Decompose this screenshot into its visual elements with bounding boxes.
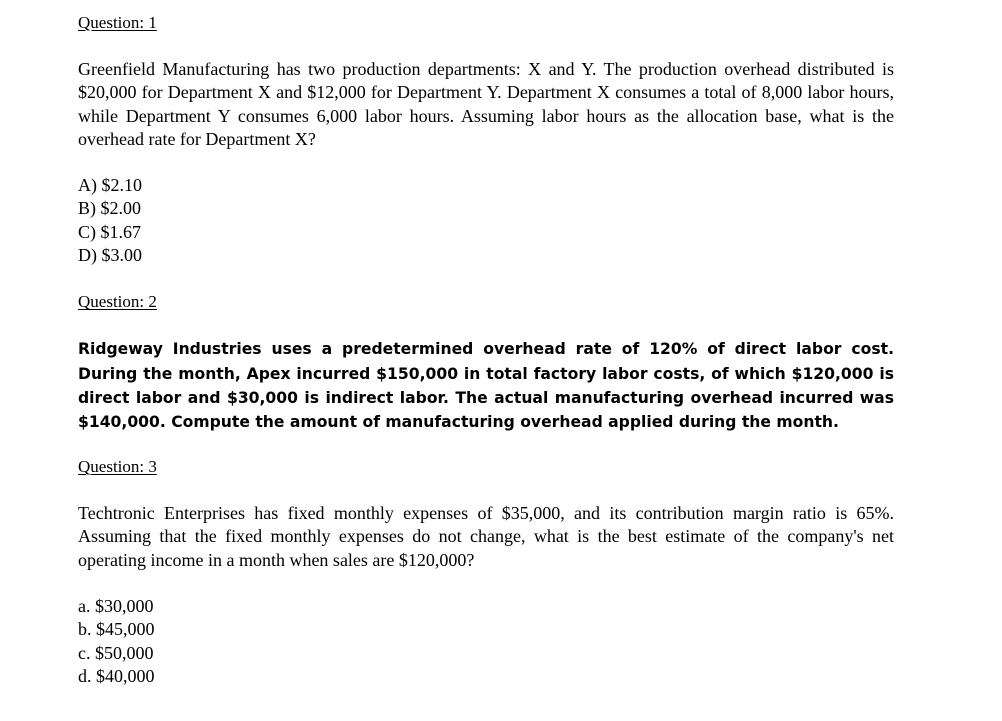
question-2-text: Ridgeway Industries uses a predetermined overhead rate of 120% of direct labor cost. During the month, Apex incurred $150,000 in total factory labor costs, of which $120,000 is direct labor and $30,000 is indirect labor. The actual manufacturing overhead incurred was $140,000. Compute the amount of manufacturing overhead applied during the month. [78,340,894,431]
question-3-option-d: d. $40,000 [78,665,155,686]
question-2-heading: Question: 2 [78,292,157,312]
question-1-text: Greenfield Manufacturing has two production departments: X and Y. The production overhead distributed is $20,000 for Department X and $12,000 for Department Y. Department X consumes a total of 8,000 labor hours, while Department Y consumes 6,000 labor hours. Assuming labor hours as the allocation base, what is the overhead rate for Department X? [78,59,894,149]
question-1-options [78,174,894,267]
question-3-heading: Question: 3 [78,457,157,477]
question-1-heading: Question: 1 [78,13,157,32]
question-1-option-d: D) $3.00 [78,245,142,266]
question-1-option-a: A) $2.10 [78,175,142,196]
question-2 [78,291,894,434]
question-1-option-c: C) $1.67 [78,221,141,242]
question-1-option-b: B) $2.00 [78,198,141,219]
question-3-option-a: a. $30,000 [78,596,154,617]
question-3 [78,456,894,688]
question-3-option-c: c. $50,000 [78,642,154,663]
question-3-options [78,595,894,688]
document-page [78,12,894,688]
question-1 [78,12,894,267]
question-3-text: Techtronic Enterprises has fixed monthly expenses of $35,000, and its contribution margin ratio is 65%. Assuming that the fixed monthly expenses do not change, what is the best estimate of the company's net operating income in a month when sales are $120,000? [78,503,894,570]
question-3-option-b: b. $45,000 [78,619,155,640]
